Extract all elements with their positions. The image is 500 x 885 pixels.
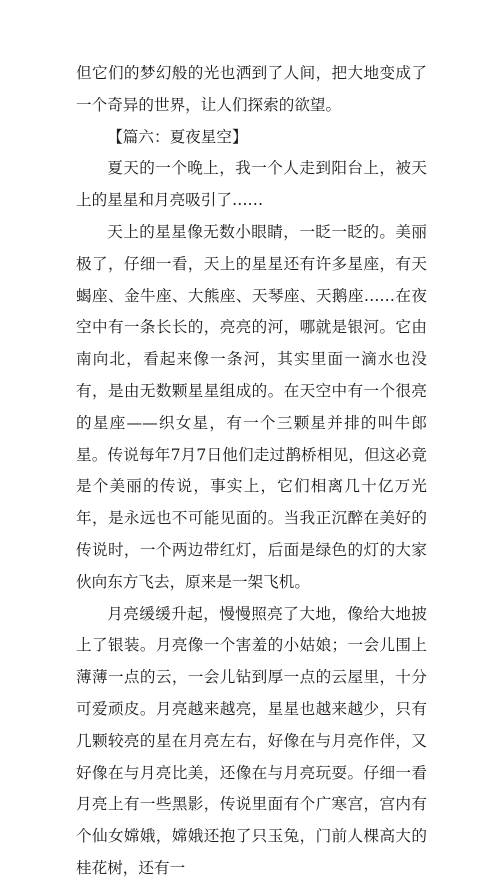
paragraph-moon: 月亮缓缓升起，慢慢照亮了大地，像给大地披上了银装。月亮像一个害羞的小姑娘；一会儿围上薄薄一点的云，一会儿钻到厚一点的云屋里，十分可爱顽皮。月亮越来越亮，星星也越来越少，只有几颗较亮的星在月亮左右，好像在与月亮作伴，又好像在与月亮比美，还像在与月亮玩耍。仔细一看月亮上有一些黑影，传说里面有个广寒宫，宫内有个仙女嫦娥，嫦娥还抱了只玉兔，门前人棵高大的桂花树，还有一 [76,604,427,877]
section-heading: 【篇六：夏夜星空】 [107,127,248,146]
paragraph-stars: 天上的星星像无数小眼睛，一眨一眨的。美丽极了，仔细一看，天上的星星还有许多星座，有天蝎座、金牛座、大熊座、天琴座、天鹅座……在夜空中有一条长长的，亮亮的河，哪就是银河。它由南向北，看起来像一条河，其实里面一滴水也没有，是由无数颗星星组成的。在天空中有一个很亮的星座——织女星，有一个三颗星并排的叫牛郎星。传说每年7月7日他们走过鹊桥相见，但这必竟是个美丽的传说，事实上，它们相离几十亿万光年，是永远也不可能见面的。当我正沉醉在美好的传说时，一个两边带红灯，后面是绿色的灯的大家伙向东方飞去，原来是一架飞机。 [76,222,427,591]
paragraph-balcony: 夏天的一个晚上，我一个人走到阳台上，被天上的星星和月亮吸引了…… [76,159,427,210]
intro-paragraph: 但它们的梦幻般的光也洒到了人间，把大地变成了一个奇异的世界，让人们探索的欲望。 [76,64,427,114]
essay-body [76,58,427,885]
